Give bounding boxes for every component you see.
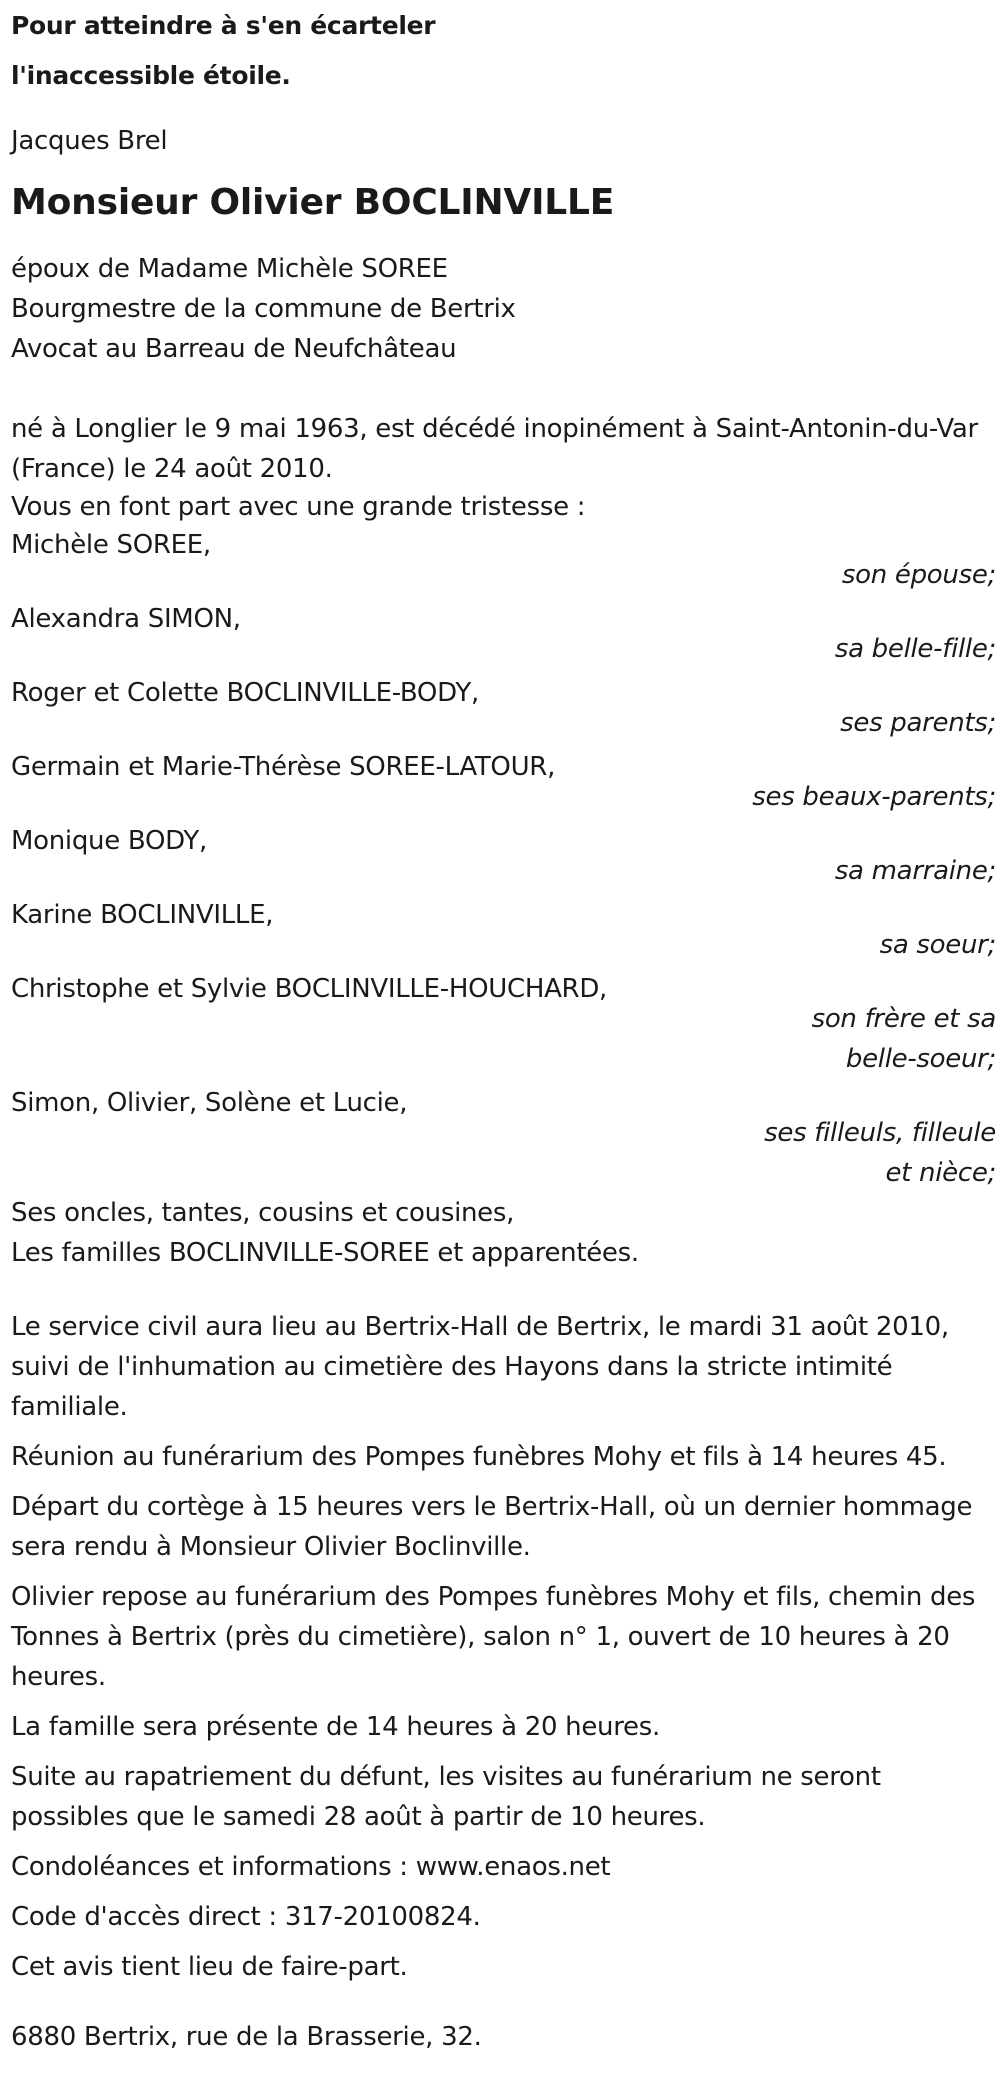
family-relation: ses filleuls, filleule et nièce; — [764, 1118, 996, 1188]
other-relatives-line: Les familles BOCLINVILLE-SOREE et apparentées. — [11, 1238, 639, 1268]
family-entry — [11, 747, 995, 821]
service-paragraph: Olivier repose au funérarium des Pompes funèbres Mohy et fils, chemin des Tonnes à Bertrix (près du cimetière), salon n° 1, ouvert de 10 heures à 20 heures. — [11, 1582, 976, 1692]
family-relation: sa belle-fille; — [834, 634, 996, 664]
family-entry — [11, 1083, 995, 1197]
epigraph — [11, 1, 995, 101]
title-line: époux de Madame Michèle SOREE — [11, 254, 448, 284]
family-member: Karine BOCLINVILLE, — [11, 900, 274, 930]
service-paragraph: La famille sera présente de 14 heures à 20 heures. — [11, 1712, 660, 1742]
services-block — [11, 1307, 995, 1987]
family-member: Germain et Marie-Thérèse SOREE-LATOUR, — [11, 752, 556, 782]
family-relation: sa marraine; — [834, 856, 996, 886]
family-member: Simon, Olivier, Solène et Lucie, — [11, 1088, 408, 1118]
family-list — [11, 525, 995, 1197]
service-paragraph: Départ du cortège à 15 heures vers le Bertrix-Hall, où un dernier hommage sera rendu à Monsieur Olivier Boclinville. — [11, 1492, 973, 1562]
family-relation: ses parents; — [840, 708, 996, 738]
service-paragraph: Le service civil aura lieu au Bertrix-Hall de Bertrix, le mardi 31 août 2010, suivi de l'inhumation au cimetière des Hayons dans la stricte intimité familiale. — [11, 1312, 949, 1422]
family-relation: sa soeur; — [879, 930, 996, 960]
deceased-titles — [11, 249, 995, 369]
deceased-name: Monsieur Olivier BOCLINVILLE — [11, 182, 615, 223]
family-member: Michèle SOREE, — [11, 530, 211, 560]
family-entry — [11, 969, 995, 1083]
family-entry — [11, 673, 995, 747]
family-entry — [11, 599, 995, 673]
condolences-line: Condoléances et informations : www.enaos.net — [11, 1852, 611, 1882]
announce-text: Vous en font part avec une grande tristesse : — [11, 492, 586, 522]
family-entry — [11, 525, 995, 599]
address: 6880 Bertrix, rue de la Brasserie, 32. — [11, 2022, 482, 2052]
epigraph-author: Jacques Brel — [11, 126, 168, 156]
service-paragraph: Réunion au funérarium des Pompes funèbres Mohy et fils à 14 heures 45. — [11, 1442, 947, 1472]
family-relation: ses beaux-parents; — [752, 782, 996, 812]
family-member: Christophe et Sylvie BOCLINVILLE-HOUCHARD, — [11, 974, 608, 1004]
family-member: Alexandra SIMON, — [11, 604, 241, 634]
family-relation: son frère et sa belle-soeur; — [811, 1004, 996, 1074]
family-entry — [11, 895, 995, 969]
birth-death-text: né à Longlier le 9 mai 1963, est décédé inopinément à Saint-Antonin-du-Var (France) le 24 août 2010. — [11, 414, 978, 484]
epigraph-line-2: l'inaccessible étoile. — [11, 61, 291, 90]
notice-line: Cet avis tient lieu de faire-part. — [11, 1952, 408, 1982]
other-relatives-line: Ses oncles, tantes, cousins et cousines, — [11, 1198, 515, 1228]
family-entry — [11, 821, 995, 895]
title-line: Avocat au Barreau de Neufchâteau — [11, 334, 457, 364]
title-line: Bourgmestre de la commune de Bertrix — [11, 294, 516, 324]
obituary-notice — [11, 0, 995, 2057]
family-member: Roger et Colette BOCLINVILLE-BODY, — [11, 678, 479, 708]
birth-death-block — [11, 409, 995, 527]
access-code-line: Code d'accès direct : 317-20100824. — [11, 1902, 481, 1932]
family-relation: son épouse; — [841, 560, 996, 590]
family-member: Monique BODY, — [11, 826, 207, 856]
other-relatives — [11, 1193, 995, 1273]
service-paragraph: Suite au rapatriement du défunt, les visites au funérarium ne seront possibles que le samedi 28 août à partir de 10 heures. — [11, 1762, 881, 1832]
epigraph-line-1: Pour atteindre à s'en écarteler — [11, 11, 436, 40]
